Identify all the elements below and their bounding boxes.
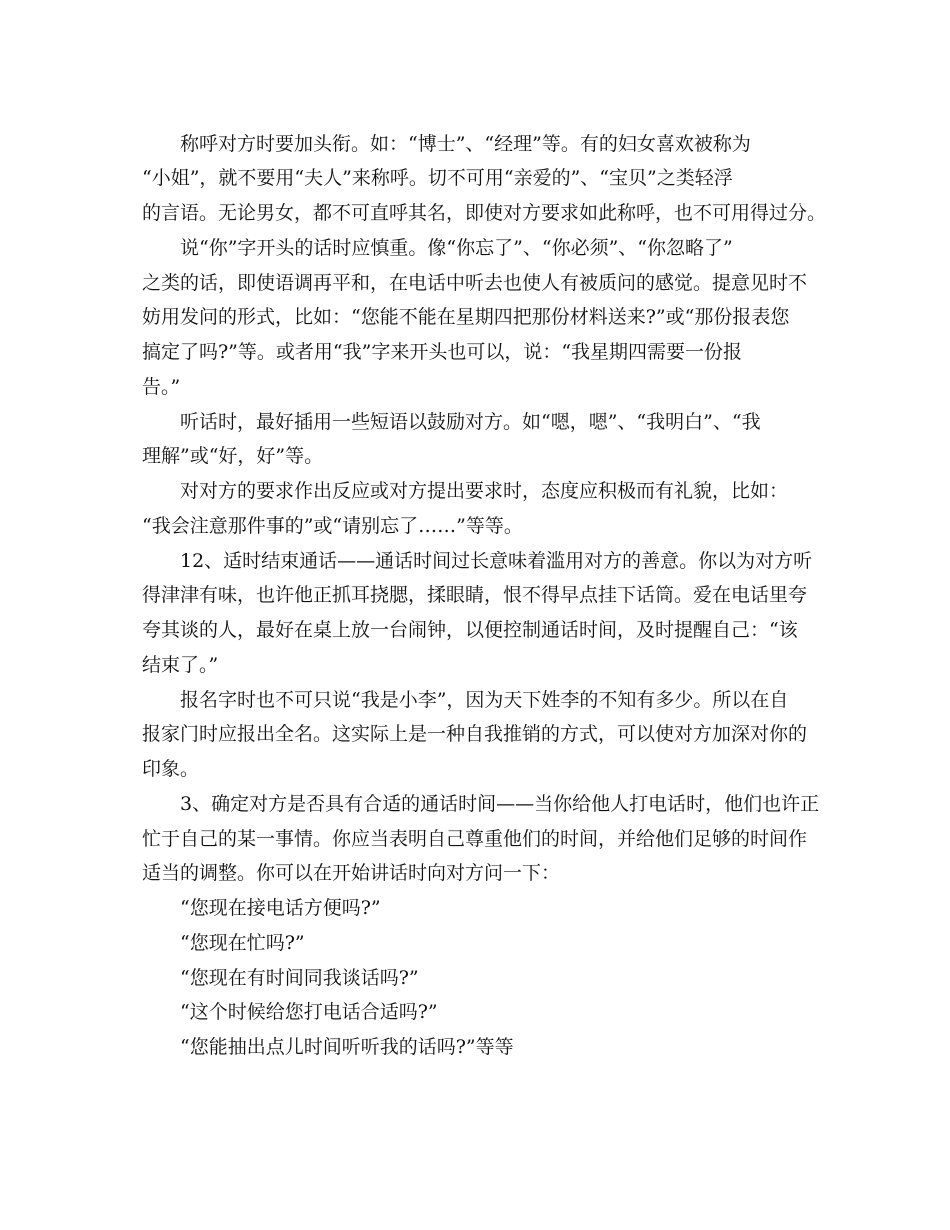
paragraph-2-line-3: 妨用发问的形式，比如：“您能不能在星期四把那份材料送来?”或“那份报表您	[142, 306, 790, 328]
paragraph-7-line-1: 3、确定对方是否具有合适的通话时间——当你给他人打电话时，他们也许正	[180, 793, 820, 815]
paragraph-7-line-3: 适当的调整。你可以在开始讲话时向对方问一下：	[142, 862, 561, 884]
paragraph-5-line-2: 得津津有味，也许他正抓耳挠腮，揉眼睛，恨不得早点挂下话筒。爱在电话里夸	[142, 584, 808, 606]
paragraph-6-line-2: 报家门时应报出全名。这实际上是一种自我推销的方式，可以使对方加深对你的	[142, 723, 808, 745]
paragraph-1-line-2: “小姐”，就不要用“夫人”来称呼。切不可用“亲爱的”、“宝贝”之类轻浮	[142, 167, 733, 189]
question-line-4: “这个时候给您打电话合适吗?”	[180, 1001, 438, 1023]
paragraph-2-line-5: 告。”	[142, 376, 181, 398]
paragraph-2-line-2: 之类的话，即使语调再平和，在电话中听去也使人有被质问的感觉。提意见时不	[142, 272, 808, 294]
paragraph-6-line-3: 印象。	[142, 758, 200, 780]
paragraph-3-line-2: 理解”或“好，好”等。	[142, 445, 324, 467]
paragraph-5-line-1: 12、适时结束通话——通话时间过长意味着滥用对方的善意。你以为对方听	[180, 550, 813, 572]
paragraph-7-line-2: 忙于自己的某一事情。你应当表明自己尊重他们的时间，并给他们足够的时间作	[142, 828, 808, 850]
paragraph-6-line-1: 报名字时也不可只说“我是小李”，因为天下姓李的不知有多少。所以在自	[180, 689, 789, 711]
question-line-5: “您能抽出点儿时间听听我的话吗?”等等	[180, 1036, 514, 1058]
paragraph-5-line-4: 结束了。”	[142, 654, 219, 676]
paragraph-2-line-1: 说“你”字开头的话时应慎重。像“你忘了”、“你必须”、“你忽略了”	[180, 237, 733, 259]
paragraph-4-line-1: 对对方的要求作出反应或对方提出要求时，态度应积极而有礼貌，比如：	[180, 480, 789, 502]
paragraph-1-line-3: 的言语。无论男女，都不可直呼其名，即使对方要求如此称呼，也不可用得过分。	[142, 202, 827, 224]
paragraph-4-line-2: “我会注意那件事的”或“请别忘了……”等等。	[142, 515, 523, 537]
question-line-3: “您现在有时间同我谈话吗?”	[180, 967, 419, 989]
paragraph-5-line-3: 夸其谈的人，最好在桌上放一台闹钟，以便控制通话时间，及时提醒自己：“该	[142, 619, 798, 641]
paragraph-2-line-4: 搞定了吗?”等。或者用“我”字来开头也可以，说：“我星期四需要一份报	[142, 341, 743, 363]
paragraph-3-line-1: 听话时，最好插用一些短语以鼓励对方。如“嗯，嗯”、“我明白”、“我	[180, 411, 761, 433]
question-line-1: “您现在接电话方便吗?”	[180, 897, 381, 919]
paragraph-1-line-1: 称呼对方时要加头衔。如：“博士”、“经理”等。有的妇女喜欢被称为	[180, 133, 751, 155]
question-line-2: “您现在忙吗?”	[180, 932, 305, 954]
